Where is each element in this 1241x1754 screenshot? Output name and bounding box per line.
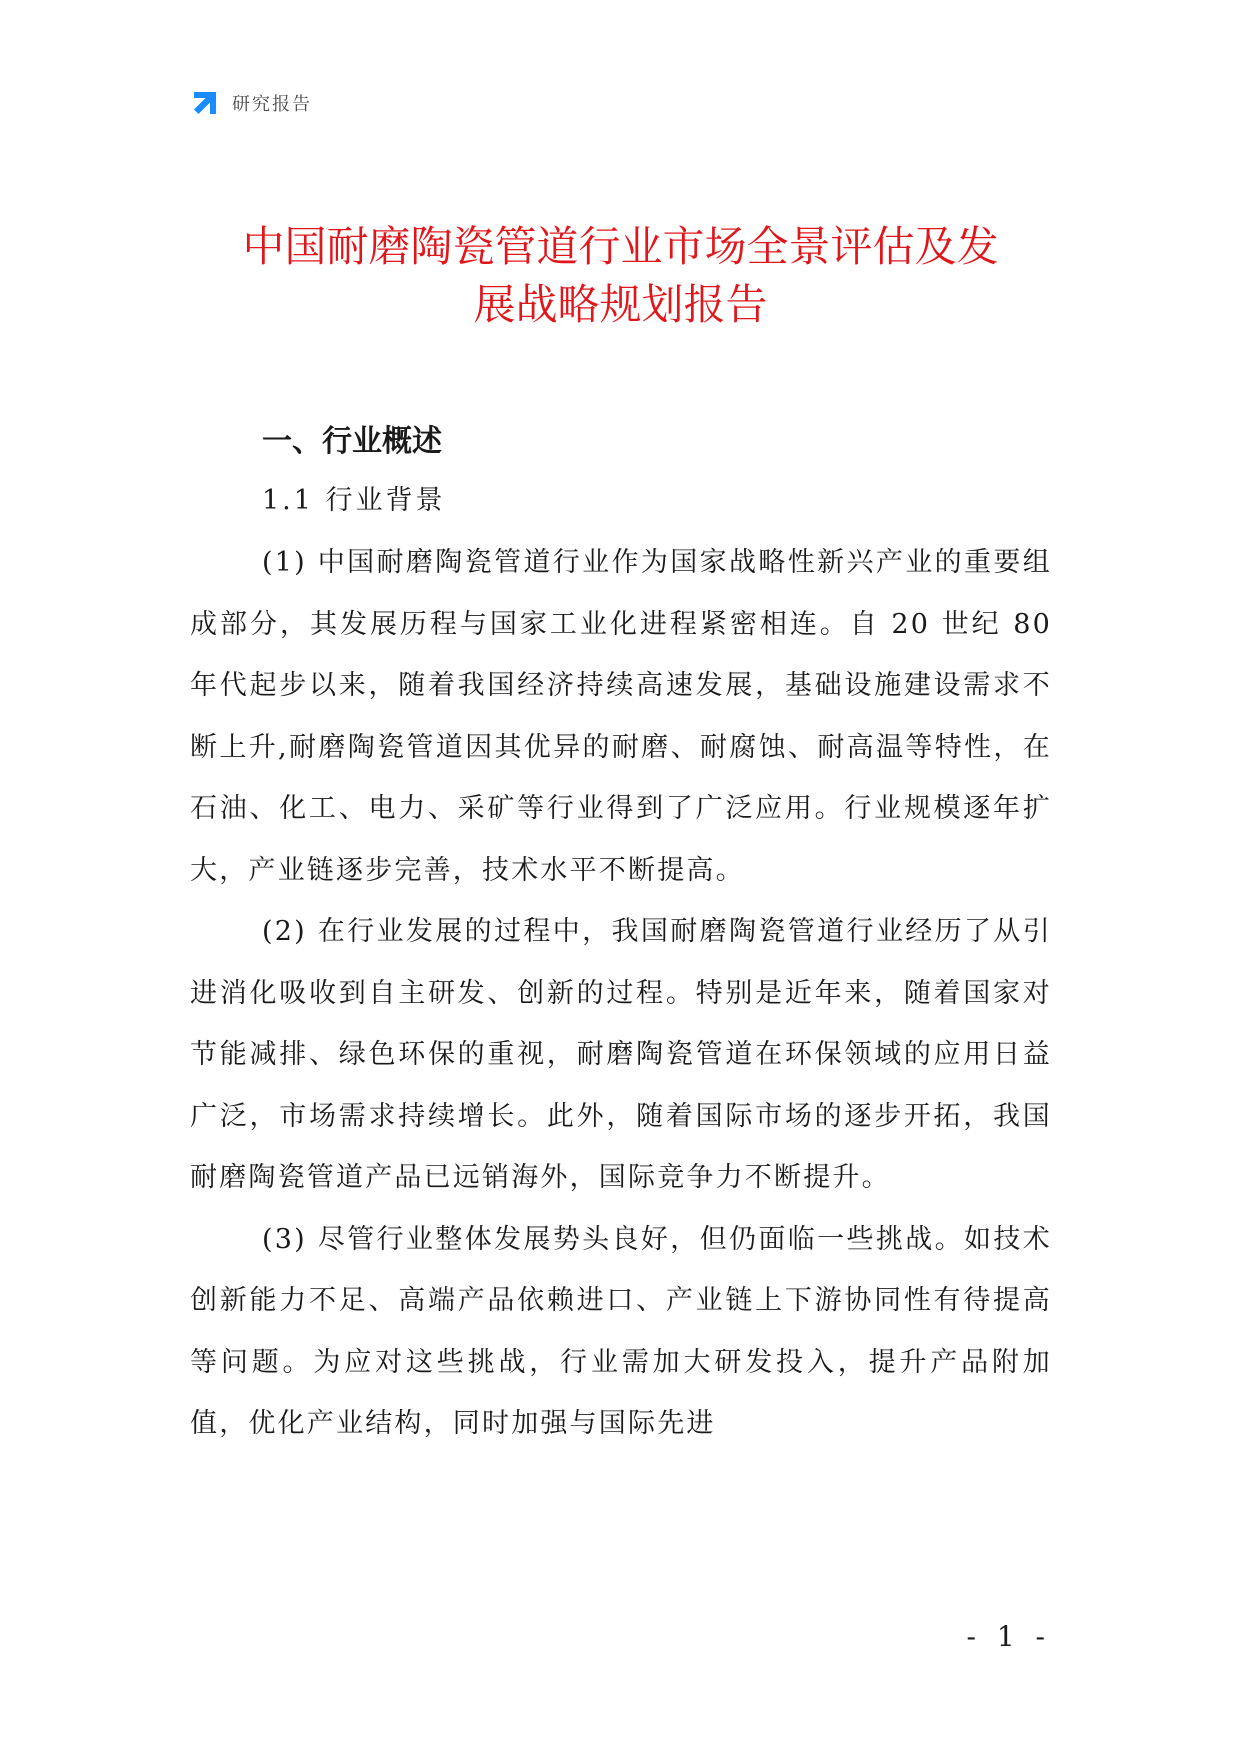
arrow-logo-icon — [190, 88, 220, 118]
section-heading: 一、行业概述 — [262, 424, 442, 459]
header-label: 研究报告 — [232, 94, 312, 115]
paragraph-1: (1) 中国耐磨陶瓷管道行业作为国家战略性新兴产业的重要组成部分，其发展历程与国家工业化进程紧密相连。自 20 世纪 80 年代起步以来，随着我国经济持续高速发展，基础设施建设需求不断上升,耐磨陶瓷管道因其优异的耐磨、耐腐蚀、耐高温等特性，在石油、化工、电力、采矿等行业得到了广泛应用。行业规模逐年扩大，产业链逐步完善，技术水平不断提高。 — [190, 547, 1052, 886]
sub-heading: 1.1 行业背景 — [262, 485, 446, 516]
document-body — [190, 418, 1052, 1455]
report-header — [190, 88, 312, 118]
paragraph-2: (2) 在行业发展的过程中，我国耐磨陶瓷管道行业经历了从引进消化吸收到自主研发、创新的过程。特别是近年来，随着国家对节能减排、绿色环保的重视，耐磨陶瓷管道在环保领域的应用日益广泛，市场需求持续增长。此外，随着国际市场的逐步开拓，我国耐磨陶瓷管道产品已远销海外，国际竞争力不断提升。 — [190, 916, 1052, 1193]
document-title — [150, 218, 1091, 334]
title-line-1: 中国耐磨陶瓷管道行业市场全景评估及发 — [242, 222, 999, 271]
title-line-2: 展战略规划报告 — [473, 280, 768, 329]
paragraph-3: (3) 尽管行业整体发展势头良好，但仍面临一些挑战。如技术创新能力不足、高端产品依赖进口、产业链上下游协同性有待提高等问题。为应对这些挑战，行业需加大研发投入，提升产品附加值，优化产业结构，同时加强与国际先进 — [190, 1223, 1052, 1439]
page-number: - 1 - — [966, 1620, 1051, 1653]
